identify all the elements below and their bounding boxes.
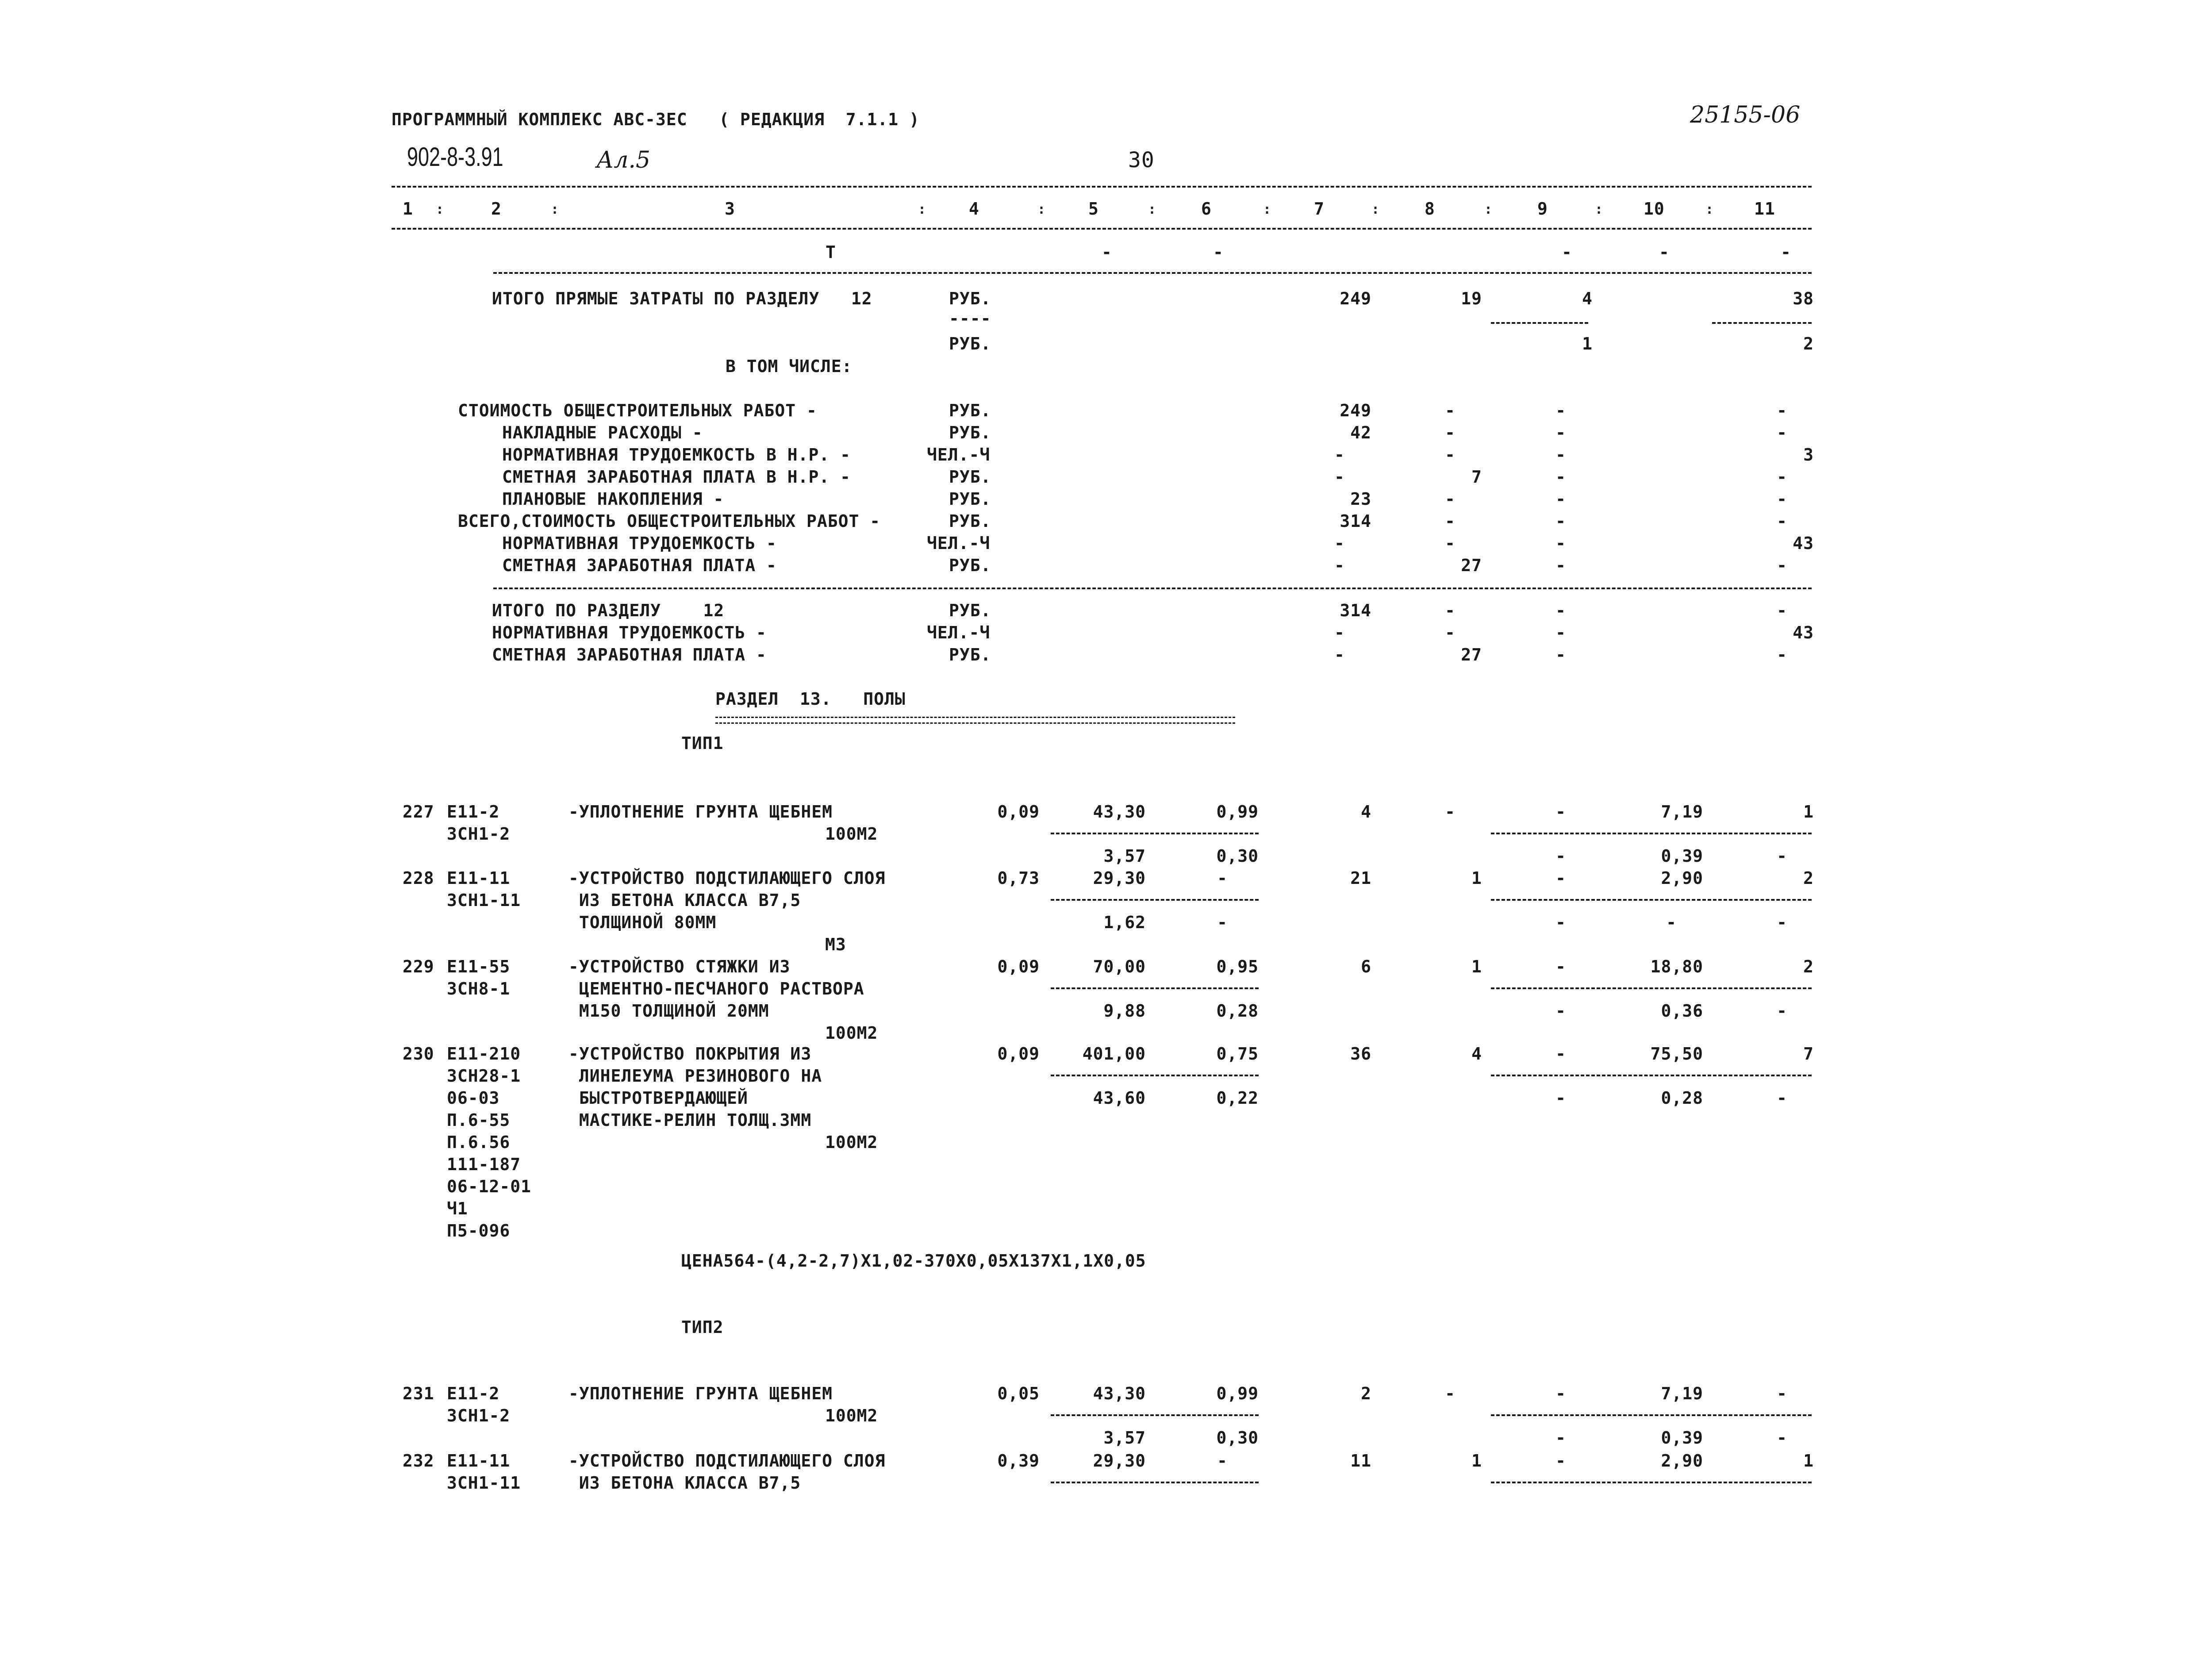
item-unit: 100М2: [825, 1133, 878, 1152]
item-desc: ИЗ БЕТОНА КЛАССА В7,5: [568, 891, 801, 910]
col-separator: :: [1595, 202, 1603, 217]
cell-c9: -: [1555, 1088, 1566, 1108]
header-rule-bottom: [392, 228, 1812, 230]
cell-c11: 2: [1803, 957, 1814, 976]
item-desc: МАСТИКЕ-РЕЛИН ТОЛЩ.3ММ: [568, 1110, 812, 1130]
cell-c6: 0,22: [1216, 1088, 1259, 1108]
rule: [1491, 987, 1812, 989]
cell-c6: 0,28: [1216, 1001, 1259, 1021]
cell-c8: 1: [1471, 1451, 1482, 1471]
cell-c10: -: [1666, 913, 1677, 932]
col-separator: :: [551, 202, 559, 217]
cell-c9: -: [1555, 423, 1566, 442]
rule: [1051, 987, 1259, 989]
item-ref: ЗСН28-1: [447, 1066, 521, 1086]
item-desc: ЛИНЕЛЕУМА РЕЗИНОВОГО НА: [568, 1066, 822, 1086]
row-unit: РУБ.: [949, 511, 991, 531]
cell-c9: -: [1555, 623, 1566, 642]
cell-c7: 36: [1350, 1044, 1371, 1064]
item-code: Е11-2: [447, 802, 500, 822]
cell-c9: -: [1555, 846, 1566, 866]
cell-c9: -: [1555, 1451, 1566, 1471]
cell-c8: -: [1445, 401, 1455, 420]
cell-c9: -: [1555, 957, 1566, 976]
row-unit: ЧЕЛ.-Ч: [927, 445, 991, 465]
col-num: 5: [1088, 199, 1099, 219]
cell-c11: -: [1777, 467, 1787, 487]
cell-c11: -: [1777, 645, 1787, 664]
cell-c11: -: [1777, 401, 1787, 420]
item-desc: -УСТРОЙСТВО ПОКРЫТИЯ ИЗ: [568, 1044, 812, 1064]
section-title-underline: [715, 717, 1235, 724]
mark-c3: Т: [826, 242, 836, 262]
item-desc: ТОЛЩИНОЙ 80ММ: [568, 913, 717, 932]
cell-c5: 29,30: [1093, 1451, 1146, 1471]
item-number: 231: [403, 1384, 434, 1403]
item-desc: -УСТРОЙСТВО СТЯЖКИ ИЗ: [568, 957, 791, 976]
cell-c9: -: [1555, 645, 1566, 664]
col-num: 10: [1644, 199, 1665, 219]
row-unit: ЧЕЛ.-Ч: [927, 534, 991, 553]
cell-c11: -: [1777, 489, 1787, 509]
cell-c9: -: [1555, 1428, 1566, 1448]
cell-c11: 7: [1803, 1044, 1814, 1064]
item-desc: -УПЛОТНЕНИЕ ГРУНТА ЩЕБНЕМ: [568, 1384, 833, 1403]
rule: [1051, 833, 1259, 834]
col-num: 9: [1537, 199, 1548, 219]
col-separator: :: [1148, 202, 1156, 217]
mark-c6: -: [1213, 242, 1224, 262]
row-label: НОРМАТИВНАЯ ТРУДОЕМКОСТЬ -: [492, 623, 767, 642]
cell-c7: 23: [1350, 489, 1371, 509]
rule: [493, 588, 1812, 589]
cell-c9: 1: [1582, 334, 1593, 353]
cell-c10: 7,19: [1661, 1384, 1703, 1403]
row-unit: ЧЕЛ.-Ч: [927, 623, 991, 642]
row-label: СМЕТНАЯ ЗАРАБОТНАЯ ПЛАТА В Н.Р. -: [502, 467, 851, 487]
cell-c10: 75,50: [1650, 1044, 1703, 1064]
cell-c5: 43,30: [1093, 1384, 1146, 1403]
doc-number: 25155-06: [1690, 102, 1801, 128]
cell-c8: -: [1445, 601, 1455, 620]
col-num: 3: [725, 199, 735, 219]
item-ref: ЗСН8-1: [447, 979, 511, 998]
section-title: РАЗДЕЛ 13. ПОЛЫ: [715, 689, 906, 709]
cell-c10: 0,28: [1661, 1088, 1703, 1108]
row-unit: РУБ.: [949, 334, 991, 353]
item-desc: М150 ТОЛЩИНОЙ 20ММ: [568, 1001, 769, 1021]
cell-c8: 27: [1461, 556, 1482, 575]
cell-c9: -: [1555, 511, 1566, 531]
item-number: 229: [403, 957, 434, 976]
cell-c9: -: [1555, 489, 1566, 509]
row-unit: РУБ.: [949, 601, 991, 620]
cell-c6: 0,99: [1216, 802, 1259, 822]
item-code: Е11-11: [447, 868, 511, 888]
cell-c5: 401,00: [1082, 1044, 1146, 1064]
cell-c11: -: [1777, 1428, 1787, 1448]
cell-c9: -: [1555, 1384, 1566, 1403]
item-ref: Ч1: [447, 1199, 468, 1218]
cell-c5: 9,88: [1103, 1001, 1146, 1021]
cell-c8: -: [1445, 623, 1455, 642]
col-num: 6: [1201, 199, 1212, 219]
item-code: Е11-2: [447, 1384, 500, 1403]
cell-c5: 43,30: [1093, 802, 1146, 822]
cell-c7: -: [1334, 445, 1345, 465]
cell-c6: 0,75: [1216, 1044, 1259, 1064]
cell-c9: -: [1555, 534, 1566, 553]
cell-c4: 0,09: [997, 802, 1040, 822]
item-desc: БЫСТРОТВЕРДАЮЩЕЙ: [568, 1088, 748, 1108]
item-ref: 06-12-01: [447, 1177, 532, 1196]
cell-c9: -: [1555, 868, 1566, 888]
rule: [1491, 1482, 1812, 1483]
item-ref: П5-096: [447, 1221, 511, 1240]
cell-c7: 4: [1361, 802, 1371, 822]
cell-c7: -: [1334, 645, 1345, 664]
in-total-label: В ТОМ ЧИСЛЕ:: [726, 357, 853, 376]
cell-c5: 29,30: [1093, 868, 1146, 888]
mark-c5: -: [1102, 242, 1112, 262]
rule: [1491, 1414, 1812, 1416]
cell-c10: 0,36: [1661, 1001, 1703, 1021]
item-ref: П.6-55: [447, 1110, 511, 1130]
rule: [1051, 899, 1259, 901]
cell-c6: 0,95: [1216, 957, 1259, 976]
cell-c5: 1,62: [1103, 913, 1146, 932]
cell-c8: -: [1445, 1384, 1455, 1403]
row-label: НАКЛАДНЫЕ РАСХОДЫ -: [502, 423, 703, 442]
item-ref: ЗСН1-11: [447, 1473, 521, 1493]
cell-c11: -: [1777, 913, 1787, 932]
cell-c6: 0,30: [1216, 846, 1259, 866]
cell-c4: 0,73: [997, 868, 1040, 888]
cell-c7: -: [1334, 623, 1345, 642]
col-separator: :: [1263, 202, 1271, 217]
item-ref: ЗСН1-11: [447, 891, 521, 910]
item-number: 230: [403, 1044, 434, 1064]
item-number: 227: [403, 802, 434, 822]
row-unit: РУБ.: [949, 489, 991, 509]
price-formula: ЦЕНА564-(4,2-2,7)Х1,02-370Х0,05Х137Х1,1Х0,05: [681, 1251, 1146, 1271]
cell-c10: 7,19: [1661, 802, 1703, 822]
cell-c11: -: [1777, 1384, 1787, 1403]
row-unit: РУБ.: [949, 423, 991, 442]
cell-c11: -: [1777, 511, 1787, 531]
row-label: ИТОГО ПРЯМЫЕ ЗАТРАТЫ ПО РАЗДЕЛУ 12: [492, 289, 872, 308]
cell-c10: 2,90: [1661, 1451, 1703, 1471]
row-label: ВСЕГО,СТОИМОСТЬ ОБЩЕСТРОИТЕЛЬНЫХ РАБОТ -: [458, 511, 881, 531]
cell-c9: -: [1555, 401, 1566, 420]
item-number: 228: [403, 868, 434, 888]
program-header: ПРОГРАММНЫЙ КОМПЛЕКС АВС-ЗЕС ( РЕДАКЦИЯ 7.1.1 ): [392, 110, 920, 129]
cell-c10: 2,90: [1661, 868, 1703, 888]
cell-c11: -: [1777, 1088, 1787, 1108]
item-code: Е11-210: [447, 1044, 521, 1064]
col-num: 4: [969, 199, 979, 219]
cell-c7: -: [1334, 556, 1345, 575]
cell-c11: 2: [1803, 334, 1814, 353]
cell-c11: 2: [1803, 868, 1814, 888]
item-unit: 100М2: [825, 1023, 878, 1043]
row-label: СТОИМОСТЬ ОБЩЕСТРОИТЕЛЬНЫХ РАБОТ -: [458, 401, 817, 420]
rule: [1491, 899, 1812, 901]
col-num: 7: [1314, 199, 1325, 219]
item-desc: -УПЛОТНЕНИЕ ГРУНТА ЩЕБНЕМ: [568, 802, 833, 822]
cell-c11: -: [1777, 423, 1787, 442]
row-label: СМЕТНАЯ ЗАРАБОТНАЯ ПЛАТА -: [502, 556, 777, 575]
cell-c7: 21: [1350, 868, 1371, 888]
cell-c7: -: [1334, 467, 1345, 487]
cell-c7: 314: [1340, 601, 1371, 620]
rule: [1051, 1482, 1259, 1483]
rule: [1051, 1075, 1259, 1076]
cell-c9: -: [1555, 445, 1566, 465]
row-unit-underline: ----: [949, 309, 991, 328]
cell-c8: -: [1445, 511, 1455, 531]
cell-c8: -: [1445, 423, 1455, 442]
cell-c6: -: [1217, 868, 1228, 888]
col-separator: :: [1037, 202, 1046, 217]
cell-c7: 42: [1350, 423, 1371, 442]
cell-c8: -: [1445, 802, 1455, 822]
cell-c11: -: [1777, 846, 1787, 866]
row-label: СМЕТНАЯ ЗАРАБОТНАЯ ПЛАТА -: [492, 645, 767, 664]
cell-c4: 0,05: [997, 1384, 1040, 1403]
cell-c11: 43: [1793, 623, 1814, 642]
cell-c4: 0,09: [997, 1044, 1040, 1064]
item-unit: 100М2: [825, 1406, 878, 1425]
type1-label: ТИП1: [681, 733, 724, 753]
cell-c5: 43,60: [1093, 1088, 1146, 1108]
header-rule-top: [392, 186, 1812, 188]
item-code: Е11-55: [447, 957, 511, 976]
cell-c6: 0,99: [1216, 1384, 1259, 1403]
col-separator: :: [1705, 202, 1714, 217]
cell-c11: -: [1777, 601, 1787, 620]
col-num: 2: [491, 199, 502, 219]
row-unit: РУБ.: [949, 467, 991, 487]
mark-c9: -: [1562, 242, 1572, 262]
row-unit: РУБ.: [949, 645, 991, 664]
rule: [1491, 1075, 1812, 1076]
cell-c9: -: [1555, 556, 1566, 575]
mark-c11: -: [1781, 242, 1791, 262]
cell-c11: 3: [1803, 445, 1814, 465]
cell-c6: -: [1217, 1451, 1228, 1471]
row-label: ПЛАНОВЫЕ НАКОПЛЕНИЯ -: [502, 489, 724, 509]
item-desc: -УСТРОЙСТВО ПОДСТИЛАЮЩЕГО СЛОЯ: [568, 868, 886, 888]
project-code: 902-8-3.91: [407, 142, 503, 172]
cell-c5: 70,00: [1093, 957, 1146, 976]
album-label: Ал.5: [596, 147, 651, 173]
col-num: 1: [403, 199, 413, 219]
cell-c8: -: [1445, 489, 1455, 509]
cell-c7: 2: [1361, 1384, 1371, 1403]
cell-c8: 4: [1471, 1044, 1482, 1064]
row-unit: РУБ.: [949, 289, 991, 308]
cell-c11: -: [1777, 1001, 1787, 1021]
item-desc: -УСТРОЙСТВО ПОДСТИЛАЮЩЕГО СЛОЯ: [568, 1451, 886, 1471]
cell-c9: -: [1555, 1001, 1566, 1021]
item-desc: ЦЕМЕНТНО-ПЕСЧАНОГО РАСТВОРА: [568, 979, 864, 998]
row-unit: РУБ.: [949, 556, 991, 575]
cell-c10: 0,39: [1661, 1428, 1703, 1448]
rule: [1051, 1414, 1259, 1416]
cell-c7: 249: [1340, 289, 1371, 308]
cell-c8: 1: [1471, 868, 1482, 888]
cell-c8: -: [1445, 534, 1455, 553]
rule: [493, 272, 1812, 274]
item-ref: П.6.56: [447, 1133, 511, 1152]
cell-c10: 18,80: [1650, 957, 1703, 976]
cell-c7: -: [1334, 534, 1345, 553]
rule: [1712, 322, 1812, 324]
row-label: НОРМАТИВНАЯ ТРУДОЕМКОСТЬ В Н.Р. -: [502, 445, 851, 465]
cell-c11: 43: [1793, 534, 1814, 553]
item-ref: 111-187: [447, 1155, 521, 1174]
row-label: ИТОГО ПО РАЗДЕЛУ 12: [492, 601, 725, 620]
col-separator: :: [1371, 202, 1380, 217]
item-unit: 100М2: [825, 824, 878, 844]
col-separator: :: [918, 202, 926, 217]
col-separator: :: [1484, 202, 1493, 217]
cell-c4: 0,09: [997, 957, 1040, 976]
rule: [1491, 322, 1588, 324]
cell-c9: -: [1555, 601, 1566, 620]
item-number: 232: [403, 1451, 434, 1471]
page-number: 30: [1128, 148, 1155, 173]
col-num: 11: [1754, 199, 1775, 219]
cell-c11: 38: [1793, 289, 1814, 308]
mark-c10: -: [1659, 242, 1670, 262]
col-separator: :: [436, 202, 444, 217]
cell-c10: 0,39: [1661, 846, 1703, 866]
cell-c11: 1: [1803, 802, 1814, 822]
type2-label: ТИП2: [681, 1317, 724, 1337]
cell-c5: 3,57: [1103, 846, 1146, 866]
cell-c5: 3,57: [1103, 1428, 1146, 1448]
cell-c8: 7: [1471, 467, 1482, 487]
cell-c7: 6: [1361, 957, 1371, 976]
cell-c11: 1: [1803, 1451, 1814, 1471]
cell-c7: 11: [1350, 1451, 1371, 1471]
item-desc: ИЗ БЕТОНА КЛАССА В7,5: [568, 1473, 801, 1493]
row-unit: РУБ.: [949, 401, 991, 420]
cell-c6: -: [1217, 913, 1228, 932]
cell-c7: 249: [1340, 401, 1371, 420]
rule: [1491, 833, 1812, 834]
col-num: 8: [1425, 199, 1435, 219]
cell-c9: 4: [1582, 289, 1593, 308]
cell-c9: -: [1555, 1044, 1566, 1064]
cell-c9: -: [1555, 802, 1566, 822]
cell-c7: 314: [1340, 511, 1371, 531]
cell-c9: -: [1555, 913, 1566, 932]
cell-c6: 0,30: [1216, 1428, 1259, 1448]
item-unit: М3: [825, 935, 846, 954]
cell-c8: 1: [1471, 957, 1482, 976]
cell-c9: -: [1555, 467, 1566, 487]
cell-c8: 19: [1461, 289, 1482, 308]
row-label: НОРМАТИВНАЯ ТРУДОЕМКОСТЬ -: [502, 534, 777, 553]
cell-c4: 0,39: [997, 1451, 1040, 1471]
item-ref: ЗСН1-2: [447, 824, 511, 844]
cell-c8: 27: [1461, 645, 1482, 664]
item-code: Е11-11: [447, 1451, 511, 1471]
item-ref: ЗСН1-2: [447, 1406, 511, 1425]
cell-c8: -: [1445, 445, 1455, 465]
item-ref: 06-03: [447, 1088, 500, 1108]
cell-c11: -: [1777, 556, 1787, 575]
